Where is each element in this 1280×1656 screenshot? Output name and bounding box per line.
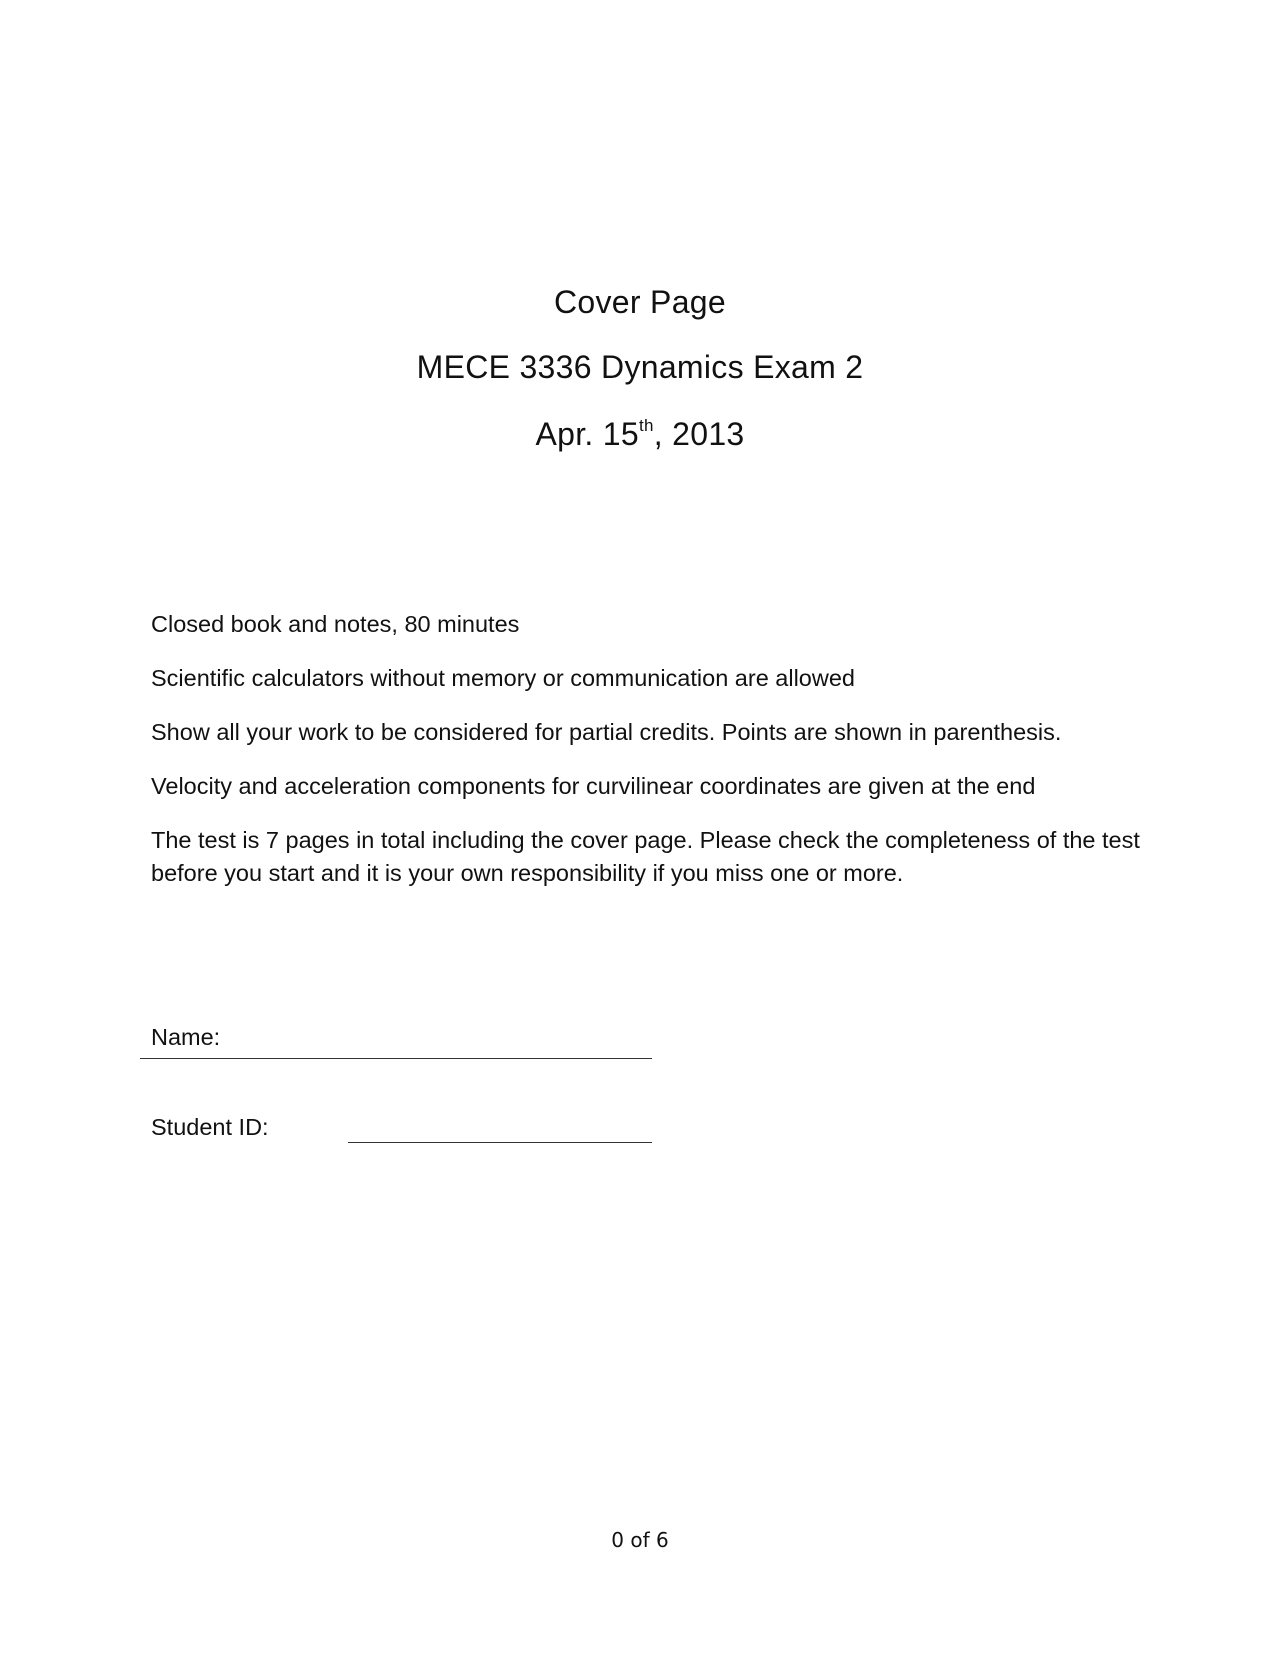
exam-date-ordinal: th — [638, 416, 654, 435]
name-field-line[interactable] — [140, 1058, 652, 1059]
student-id-label: Student ID: — [151, 1114, 269, 1140]
instruction-show-work: Show all your work to be considered for partial credits. Points are shown in parenthesis. — [151, 719, 1062, 745]
instruction-calculators: Scientific calculators without memory or communication are allowed — [151, 665, 855, 691]
exam-date — [0, 415, 1280, 453]
page-number: 0 of 6 — [611, 1528, 669, 1552]
cover-title: Cover Page — [554, 284, 726, 320]
instructions-list — [151, 608, 1151, 911]
exam-date-prefix: Apr. 15 — [535, 416, 639, 452]
instruction-time-limit: Closed book and notes, 80 minutes — [151, 611, 520, 637]
instruction-page-count: The test is 7 pages in total including the cover page. Please check the completeness of the test before you start and it is your own responsibility if you miss one or more. — [151, 827, 1140, 886]
course-title: MECE 3336 Dynamics Exam 2 — [416, 349, 864, 385]
student-id-field-line[interactable] — [348, 1142, 652, 1143]
instruction-formulas: Velocity and acceleration components for curvilinear coordinates are given at the end — [151, 773, 1036, 799]
name-label: Name: — [151, 1024, 221, 1050]
exam-date-year: , 2013 — [653, 416, 745, 452]
